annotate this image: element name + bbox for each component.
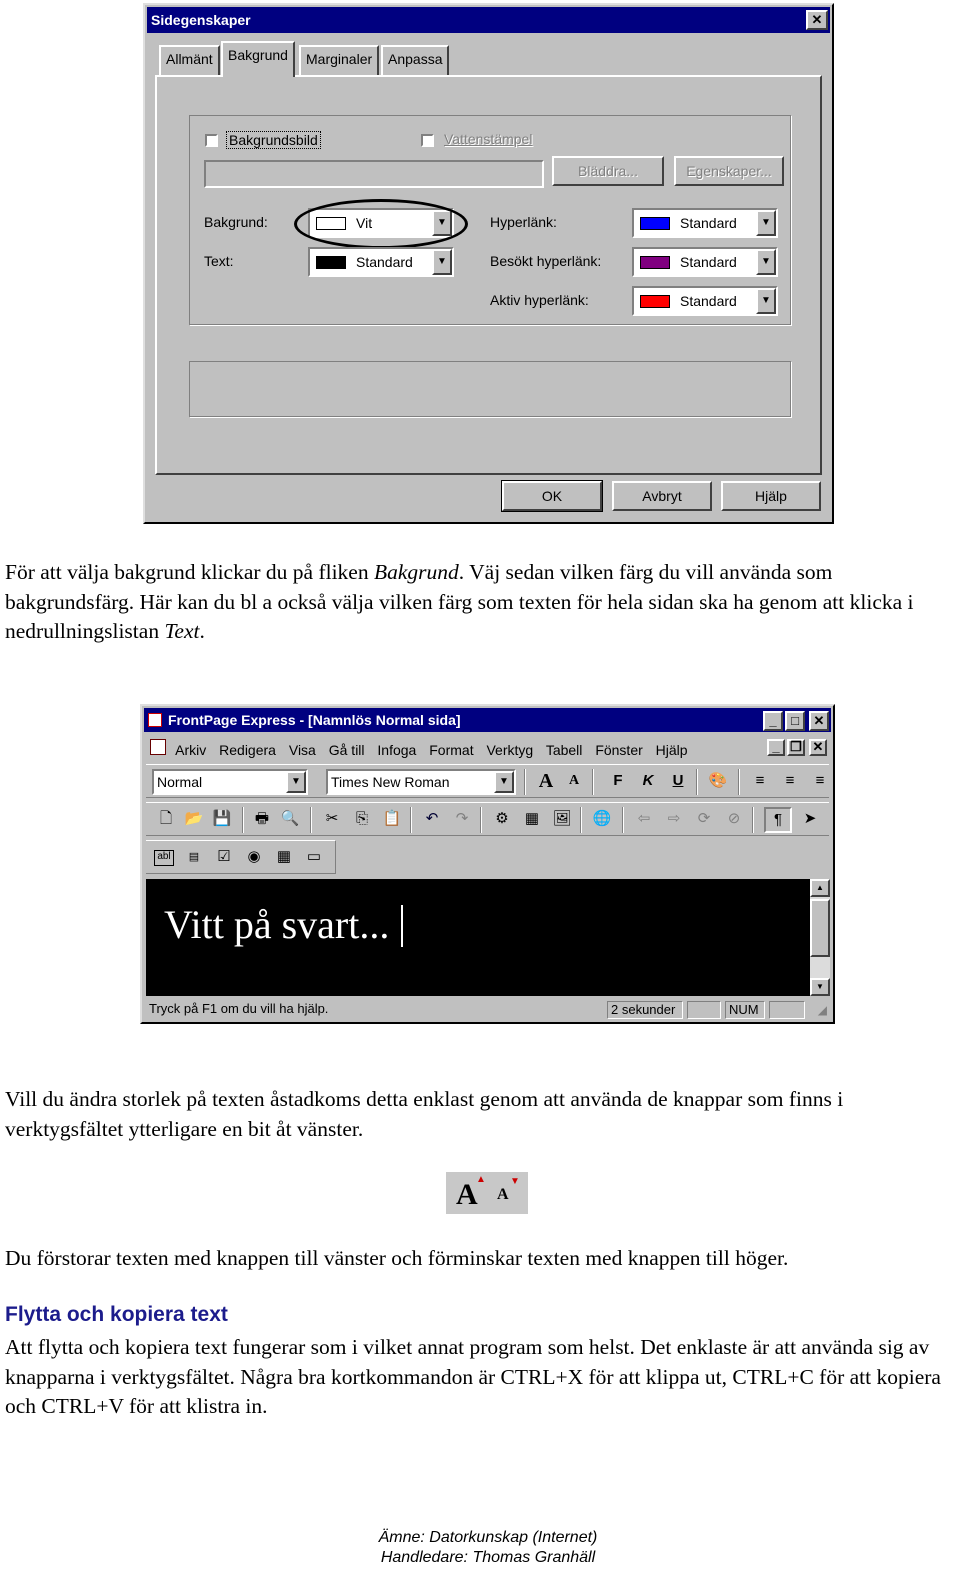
open-folder-icon[interactable]: 📂 [184,810,204,827]
tab-background[interactable]: Bakgrund [221,41,295,77]
copy-icon[interactable]: ⎘ [355,810,368,827]
style-select[interactable] [152,769,308,795]
hyperlink-color-value: Standard [680,215,737,231]
radio-button-icon[interactable]: ◉ [247,848,261,865]
new-page-icon[interactable]: 🗋 [159,810,173,827]
font-size-buttons-image [446,1172,528,1214]
tab-margins[interactable]: Marginaler [299,45,379,75]
underline-icon[interactable]: U [672,772,684,789]
font-value: Times New Roman [331,774,450,790]
active-hyperlink-color-select[interactable] [632,286,778,316]
dialog-titlebar [147,7,830,33]
hyperlink-color-select[interactable] [632,208,778,238]
background-group [189,115,791,325]
properties-button[interactable]: Egenskaper... [674,156,784,186]
menu-format[interactable]: Format [429,742,474,758]
p1-text-e: . [199,619,205,643]
scroll-up-icon[interactable]: ▲ [810,879,830,897]
document-icon [150,739,166,755]
menu-edit[interactable]: Redigera [219,742,276,758]
menu-bar [144,735,831,759]
chevron-down-icon[interactable]: ▼ [756,210,776,236]
text-color-label: Text: [204,253,234,269]
insert-table-icon[interactable]: ▦ [524,810,540,827]
background-color-label: Bakgrund: [204,214,268,230]
close-icon[interactable]: ✕ [806,10,828,30]
toolbar-separator [738,769,740,795]
footer-subject: Ämne: Datorkunskap (Internet) [378,1529,598,1546]
status-bar [144,999,831,1021]
align-center-icon[interactable]: ≡ [785,772,795,789]
tab-customize[interactable]: Anpassa [381,45,449,75]
insert-image-icon[interactable]: 🖼 [552,810,572,827]
one-line-textbox-icon[interactable]: abl [154,850,174,866]
decrease-font-size-icon[interactable]: A [568,773,580,788]
editor-area[interactable] [146,879,810,996]
highlight-ellipse [294,199,468,249]
scroll-down-icon[interactable]: ▼ [810,978,830,996]
menu-view[interactable]: Visa [288,742,316,758]
redo-icon[interactable]: ↷ [455,810,469,827]
resize-grip-icon[interactable]: ◢ [817,1003,827,1017]
browse-button[interactable]: Bläddra... [552,156,664,186]
tab-general[interactable]: Allmänt [159,45,220,75]
active-hyperlink-label: Aktiv hyperlänk: [490,292,589,308]
p1-dropdown-name: Text [164,619,200,643]
toolbar-separator [242,807,244,833]
frontpage-title: FrontPage Express - [Namnlös Normal sida] [168,712,461,728]
print-preview-icon[interactable]: 🔍 [280,810,300,827]
menu-table[interactable]: Tabell [545,742,583,758]
p1-tab-name: Bakgrund [373,560,459,584]
refresh-icon[interactable]: ⟳ [697,810,711,827]
toolbar-separator [410,807,412,833]
dialog-title: Sidegenskaper [151,12,251,28]
editor-text: Vitt på svart... [164,902,390,947]
paste-icon[interactable]: 📋 [382,810,402,827]
close-icon[interactable]: ✕ [809,711,829,731]
paragraph-move-copy: Att flytta och kopiera text fungerar som i vilket annat program som helst. Det enklaste är att använda sig av knapparna i verktygsfältet. Några bra kortkommandon är CTRL+X för att klippa ut, CTRL+C för att kopiera och CTRL+V för att klistra in. [5,1335,941,1418]
insert-webbot-icon[interactable]: ⚙ [495,810,509,827]
visited-hyperlink-label: Besökt hyperlänk: [490,253,602,269]
app-icon [148,713,162,727]
align-right-icon[interactable]: ≡ [815,772,825,789]
footer-supervisor: Handledare: Thomas Granhäll [380,1549,596,1566]
chevron-down-icon[interactable]: ▼ [432,210,452,236]
page-properties-dialog [143,3,834,524]
status-empty-panel [687,1001,721,1019]
visited-hyperlink-color-select[interactable] [632,247,778,277]
toolbar-separator [622,807,624,833]
text-color-swatch [316,256,346,269]
chevron-down-icon[interactable]: ▼ [756,288,776,314]
section-heading: Flytta och kopiera text [5,1303,228,1326]
help-button[interactable]: Hjälp [721,481,821,511]
save-icon[interactable]: 💾 [212,810,232,827]
chevron-down-icon[interactable]: ▼ [432,249,452,275]
chevron-down-icon[interactable]: ▼ [286,771,306,793]
show-formatting-icon[interactable]: ¶ [764,807,792,833]
hyperlink-globe-icon[interactable]: 🌐 [592,810,612,827]
toolbar-separator [310,807,312,833]
scrolling-textbox-icon[interactable]: ▤ [188,851,200,863]
p1-text-a: För att välja bakgrund klickar du på fliken [5,560,374,584]
shrink-arrow-icon: ▼ [510,1176,520,1187]
doc-minimize-icon[interactable]: _ [767,739,785,756]
active-hyperlink-color-value: Standard [680,293,737,309]
background-image-checkbox[interactable] [205,134,218,147]
p1-text-c: . Väj sedan vilken färg du vill använda som bakgrundsfärg. Här kan du bl a också välja vilken färg som texten för hela sidan ska ha genom att klicka i nedrullningslistan [5,560,914,643]
bold-icon[interactable]: F [613,772,623,789]
menu-insert[interactable]: Infoga [377,742,417,758]
doc-close-icon[interactable]: ✕ [809,739,827,756]
status-empty-panel [769,1001,805,1019]
back-arrow-icon[interactable]: ⇦ [637,810,651,827]
maximize-icon[interactable]: □ [785,711,805,731]
print-icon[interactable]: 🖶 [254,810,270,827]
standard-toolbar: 🗋 📂 💾 🖶 🔍 ✂ ⎘ 📋 ↶ ↷ ⚙ ▦ 🖼 🌐 ⇦ ⇨ ⟳ ⊘ ¶ ➤ [146,802,829,836]
scroll-thumb[interactable] [810,899,830,957]
hyperlink-label: Hyperlänk: [490,214,557,230]
toolbar-separator [696,769,698,795]
toolbar-separator [592,769,594,795]
shrink-font-icon: A [497,1186,509,1203]
status-text: Tryck på F1 om du vill ha hjälp. [149,1001,329,1016]
paragraph-grow-shrink: Du förstorar texten med knappen till vänster och förminskar texten med knappen till höger. [5,1246,789,1270]
status-num: NUM [725,1001,765,1019]
text-color-select[interactable] [308,247,454,277]
paragraph-font-size: Vill du ändra storlek på texten åstadkoms detta enklast genom att använda de knappar som finns i verktygsfältet ytterligare en bit åt vänster. [5,1087,844,1141]
status-time: 2 sekunder [607,1001,683,1019]
chevron-down-icon[interactable]: ▼ [756,249,776,275]
text-color-value: Standard [356,254,413,270]
grow-font-icon: A [456,1178,478,1211]
menu-file[interactable]: Arkiv [175,742,207,758]
ok-button[interactable]: OK [502,481,602,511]
chevron-down-icon[interactable]: ▼ [494,771,514,793]
cancel-button[interactable]: Avbryt [612,481,712,511]
italic-icon[interactable]: K [642,772,654,789]
font-select[interactable] [326,769,516,795]
pointer-icon[interactable]: ➤ [803,810,817,827]
menu-tools[interactable]: Verktyg [486,742,534,758]
preview-group [189,361,791,417]
menu-window[interactable]: Fönster [595,742,643,758]
menu-help[interactable]: Hjälp [655,742,688,758]
background-tab-panel [155,75,822,475]
active-hyperlink-color-swatch [640,295,670,308]
toolbar-separator [752,807,754,833]
visited-hyperlink-color-swatch [640,256,670,269]
doc-restore-icon[interactable]: ❐ [787,739,805,756]
formatting-toolbar [146,764,829,798]
push-button-icon[interactable]: ▭ [306,848,322,865]
minimize-icon[interactable]: _ [763,711,783,731]
background-color-value: Vit [356,215,373,231]
toolbar-separator [524,769,526,795]
checkbox-icon[interactable]: ☑ [217,848,231,865]
vertical-scrollbar[interactable] [810,879,830,996]
forward-arrow-icon[interactable]: ⇨ [667,810,681,827]
frontpage-window [140,704,835,1024]
hyperlink-color-swatch [640,217,670,230]
align-left-icon[interactable]: ≡ [755,772,765,789]
background-image-label: Bakgrundsbild [226,131,321,149]
background-image-path-field [204,160,544,188]
menu-go[interactable]: Gå till [328,742,365,758]
increase-font-size-icon[interactable]: A [538,770,554,792]
dropdown-menu-icon[interactable]: ▦ [276,848,292,865]
text-cursor [401,905,403,947]
stop-icon[interactable]: ⊘ [727,810,741,827]
text-color-icon[interactable]: 🎨 [708,772,728,789]
visited-hyperlink-color-value: Standard [680,254,737,270]
watermark-label: Vattenstämpel [444,131,533,147]
toolbar-separator [480,807,482,833]
forms-toolbar [146,840,336,874]
paragraph-background-instructions [5,558,950,647]
grow-arrow-icon: ▲ [476,1174,486,1185]
toolbar-separator [580,807,582,833]
watermark-checkbox[interactable] [421,134,434,147]
style-value: Normal [157,774,203,790]
cut-icon[interactable]: ✂ [325,810,339,827]
frontpage-titlebar [144,708,831,732]
